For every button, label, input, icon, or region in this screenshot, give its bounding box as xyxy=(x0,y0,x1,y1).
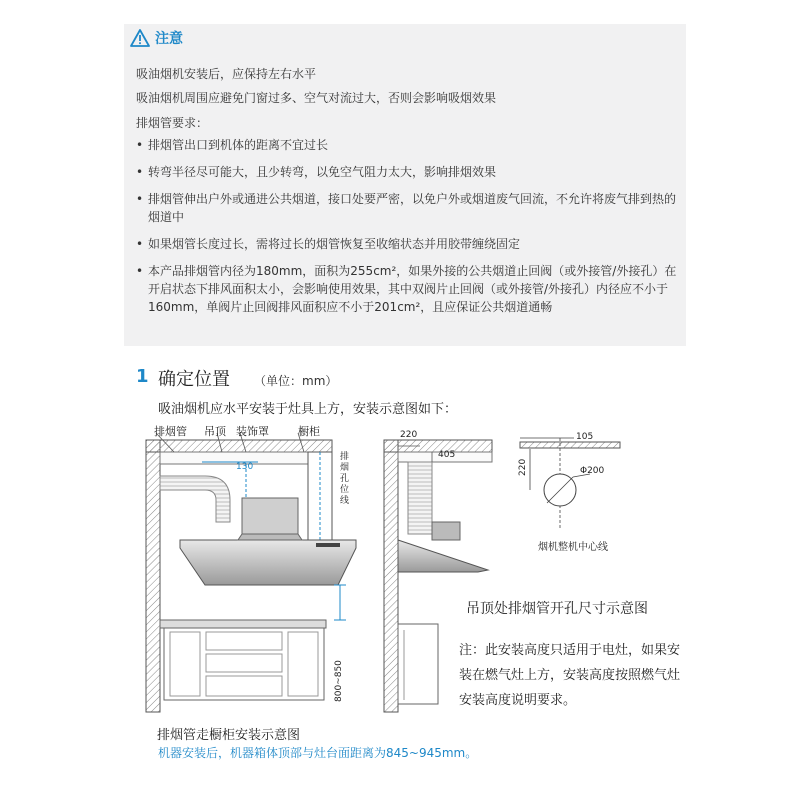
list-item: • 转弯半径尽可能大，且少转弯，以免空气阻力太大，影响排烟效果 xyxy=(136,163,681,181)
list-item: • 排烟管伸出户外或通进公共烟道，接口处要严密，以免户外或烟道废气回流，不允许将废气排到热的烟道中 xyxy=(136,190,681,226)
label-ceiling: 吊顶 xyxy=(204,425,226,438)
wall-left xyxy=(146,440,160,712)
cabinet-caption: 排烟管走橱柜安装示意图 xyxy=(157,728,301,743)
list-item: • 排烟管出口到机体的距离不宜过长 xyxy=(136,136,681,154)
dim-405: 405 xyxy=(438,450,456,460)
dim-130: 130 xyxy=(236,462,254,472)
range-hood-side xyxy=(398,540,488,572)
countertop xyxy=(160,620,326,628)
dim-height: 800~850 xyxy=(334,660,344,702)
cabinet-diagram xyxy=(146,433,356,712)
wall-right xyxy=(384,440,398,712)
label-exhaust-pipe: 排烟管 xyxy=(154,425,187,438)
wall-cabinet xyxy=(308,452,332,540)
machine-distance-note: 机器安装后，机器箱体顶部与灶台面距离为845~945mm。 xyxy=(158,746,478,760)
exhaust-duct xyxy=(160,476,230,522)
hole-position-line-label: 排烟孔位线 xyxy=(340,452,350,506)
notice-line: 排烟管要求： xyxy=(136,116,209,130)
notice-line: 吸油烟机安装后，应保持左右水平 xyxy=(136,67,317,81)
section-title: 确定位置 xyxy=(158,369,230,390)
dim-diameter: Φ200 xyxy=(580,466,605,476)
base-cabinet xyxy=(164,628,324,700)
ceiling-hole-diagram xyxy=(520,438,620,530)
notice-line: 吸油烟机周围应避免门窗过多、空气对流过大，否则会影响吸烟效果 xyxy=(136,91,497,105)
dim-105: 105 xyxy=(576,432,594,442)
list-item: • 如果烟管长度过长，需将过长的烟管恢复至收缩状态并用胶带缠绕固定 xyxy=(136,235,681,253)
section-intro: 吸油烟机应水平安装于灶具上方，安装示意图如下： xyxy=(158,402,458,417)
dim-220-right: 220 xyxy=(518,458,528,476)
label-cover: 装饰罩 xyxy=(236,425,269,438)
list-item: • 本产品排烟管内径为180mm，面积为255cm²，如果外接的公共烟道止回阀（或外接管/外接孔）在开启状态下排风面积太小，会影响使用效果，其中双阀片止回阀（或外接管/外接孔）内径应不小于160mm，单阀片止回阀排风面积应不小于201cm²，且应保证公共烟道通畅 xyxy=(136,262,681,316)
section-unit: （单位：mm） xyxy=(254,374,338,388)
ceiling-hole-caption: 吊顶处排烟管开孔尺寸示意图 xyxy=(466,601,648,617)
notice-title: 注意 xyxy=(155,31,183,47)
section-number: 1 xyxy=(136,366,149,387)
label-cabinet: 橱柜 xyxy=(298,425,320,438)
ceiling xyxy=(146,440,332,452)
exhaust-duct-side xyxy=(408,462,432,534)
dim-220: 220 xyxy=(400,430,418,440)
decorative-cover xyxy=(242,498,298,534)
hood-centerline-label: 烟机整机中心线 xyxy=(538,542,608,553)
installation-note: 注：此安装高度只适用于电灶，如果安装在燃气灶上方，安装高度按照燃气灶安装高度说明要求。 xyxy=(459,643,681,708)
